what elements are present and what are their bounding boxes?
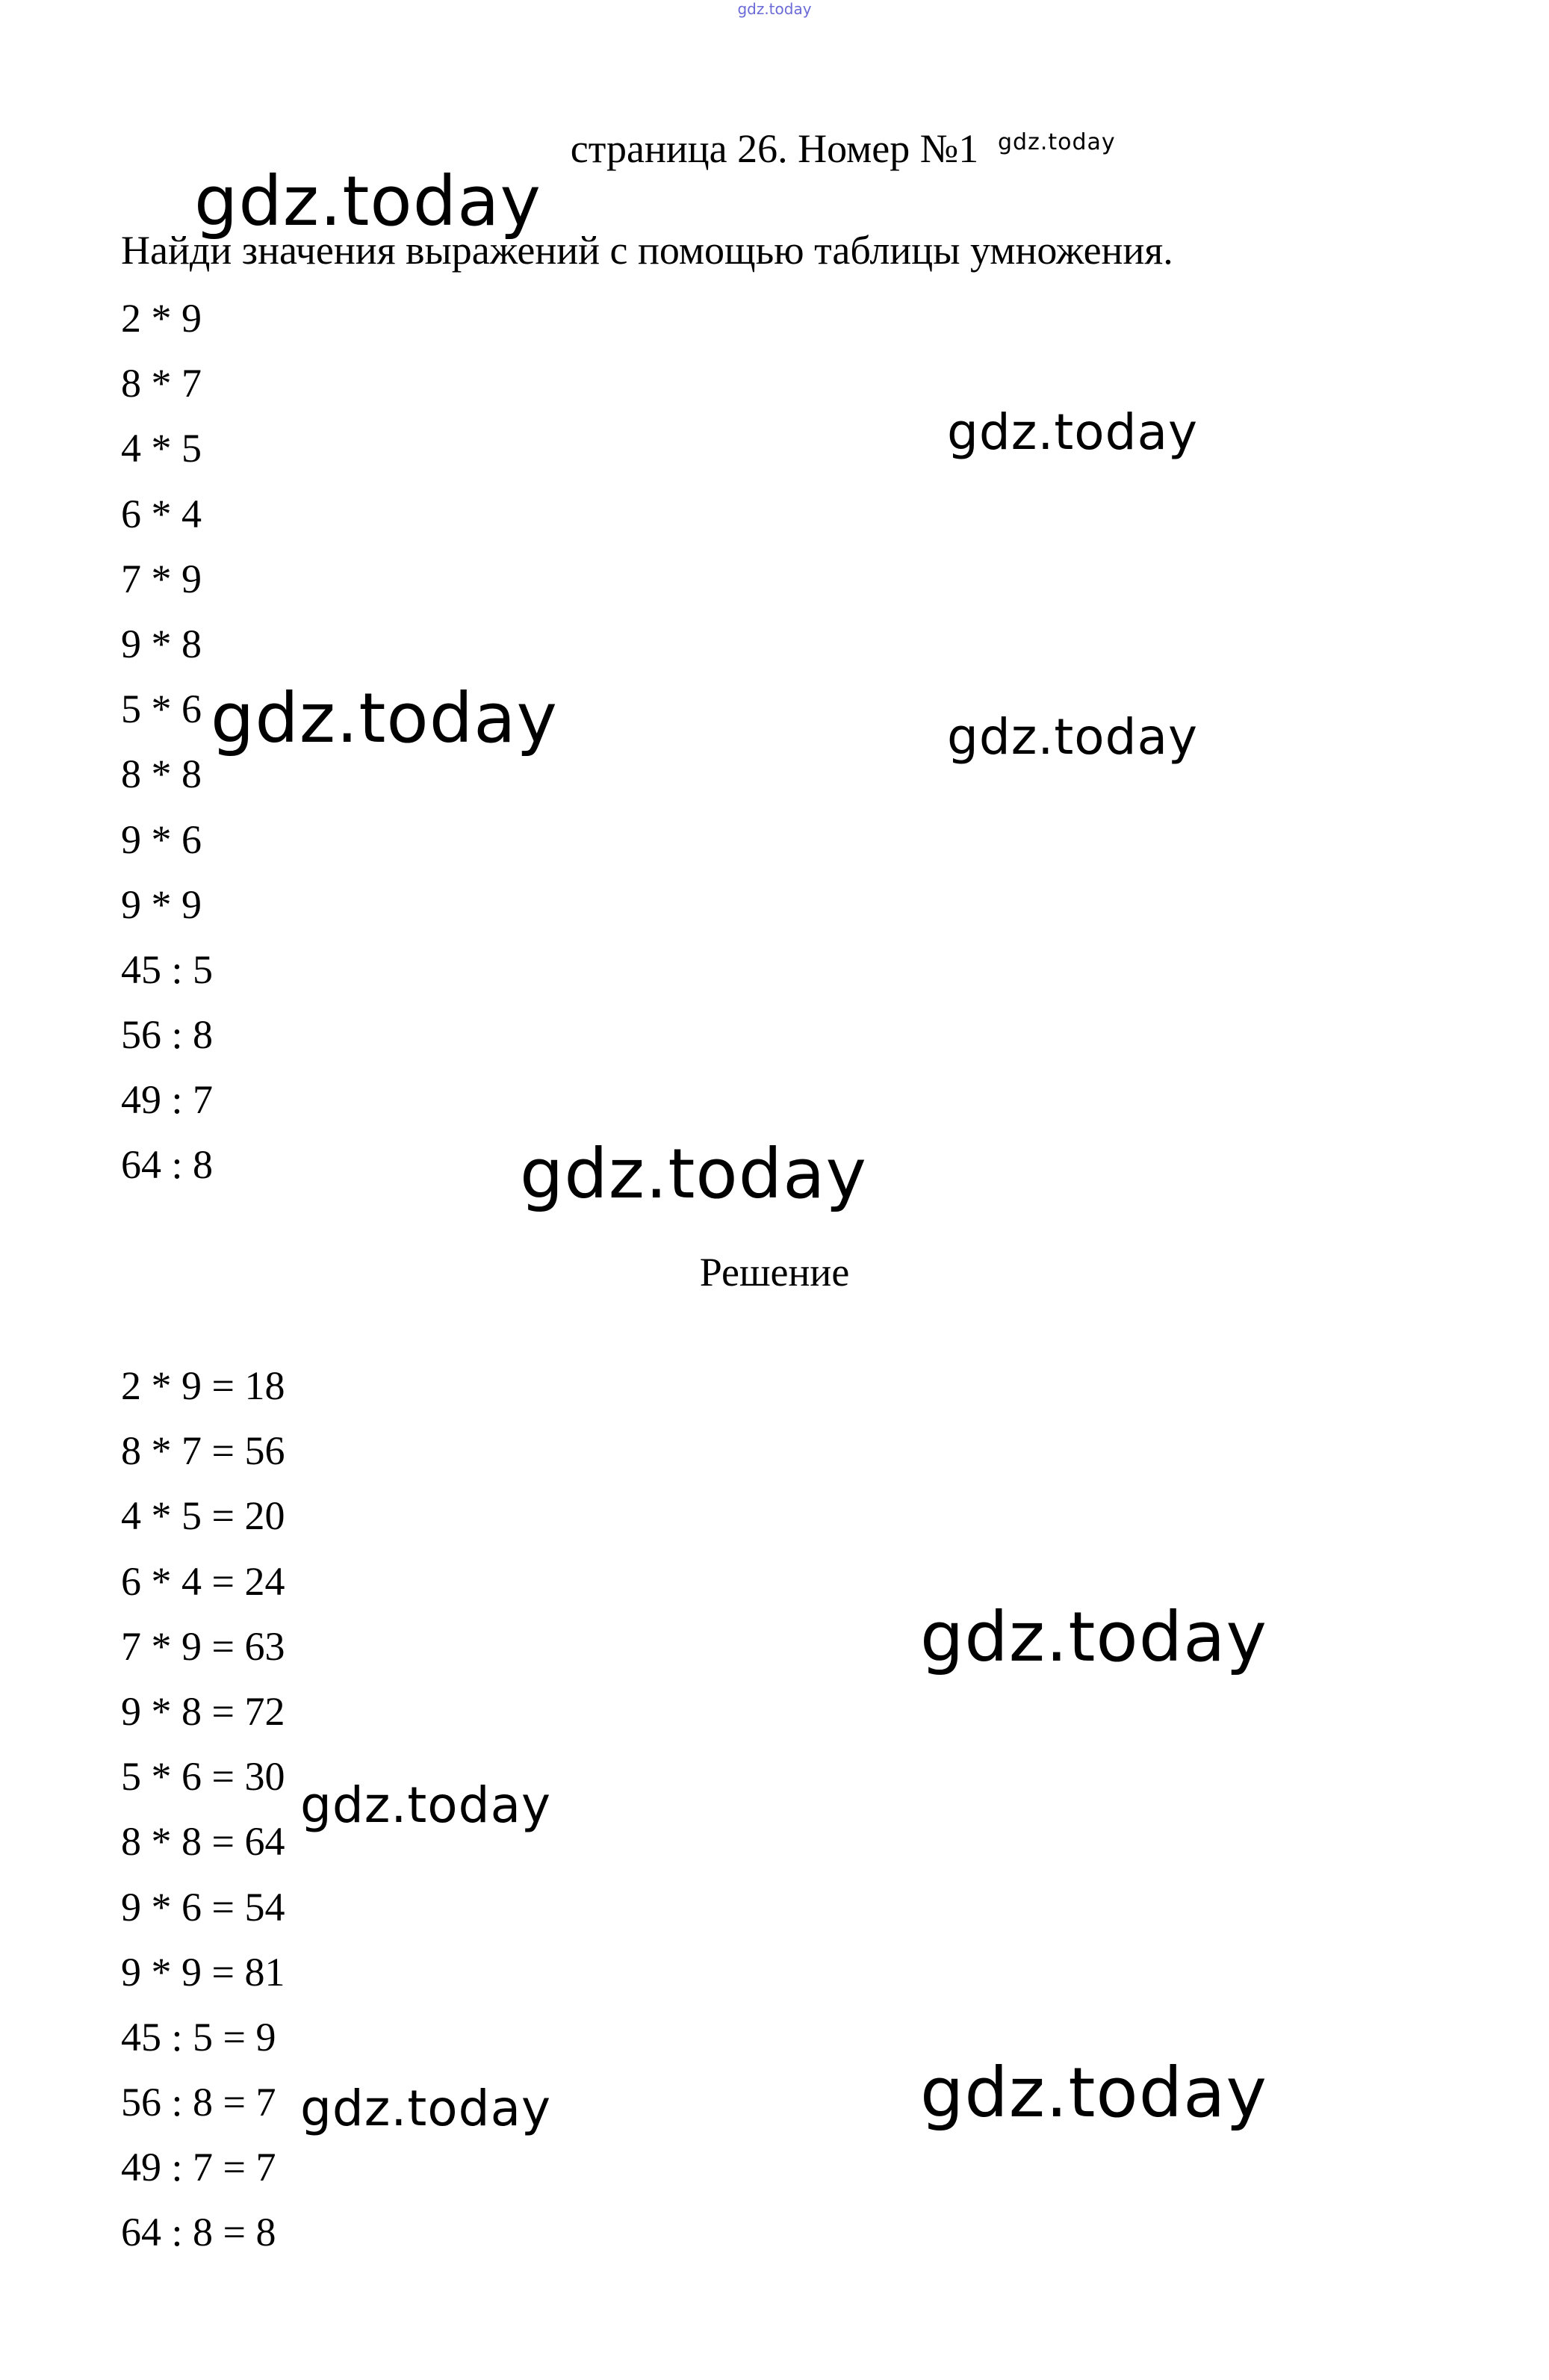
expression-item: 7 * 9 (121, 556, 202, 601)
answer-list (121, 1358, 285, 2270)
solution-heading: Решение (699, 1250, 850, 1295)
answer-item: 49 : 7 = 7 (121, 2145, 276, 2190)
answer-item: 4 * 5 = 20 (121, 1493, 285, 1539)
header-watermark: gdz.today (737, 0, 812, 18)
answer-item: 9 * 9 = 81 (121, 1949, 285, 1995)
watermark: gdz.today (947, 708, 1199, 766)
watermark: gdz.today (300, 2080, 552, 2137)
answer-item: 2 * 9 = 18 (121, 1363, 285, 1408)
watermark: gdz.today (998, 129, 1116, 155)
expression-item: 64 : 8 (121, 1142, 214, 1188)
expression-item: 6 * 4 (121, 491, 202, 536)
watermark: gdz.today (211, 678, 558, 758)
answer-item: 56 : 8 = 7 (121, 2080, 276, 2125)
watermark: gdz.today (920, 1597, 1267, 1677)
answer-item: 7 * 9 = 63 (121, 1623, 285, 1669)
expression-item: 8 * 7 (121, 361, 202, 406)
expression-item: 56 : 8 (121, 1012, 214, 1058)
answer-item: 8 * 7 = 56 (121, 1428, 285, 1474)
answer-item: 8 * 8 = 64 (121, 1819, 285, 1865)
watermark: gdz.today (920, 2053, 1267, 2133)
answer-item: 64 : 8 = 8 (121, 2210, 276, 2255)
answer-item: 45 : 5 = 9 (121, 2014, 276, 2060)
watermark: gdz.today (520, 1134, 867, 1214)
task-statement: Найди значения выражений с помощью таблицы умножения. (121, 228, 1173, 273)
expression-item: 9 * 9 (121, 881, 202, 927)
expression-item: 4 * 5 (121, 426, 202, 471)
expression-item: 45 : 5 (121, 946, 214, 992)
watermark: gdz.today (194, 161, 541, 241)
expression-item: 9 * 6 (121, 816, 202, 862)
expression-item: 2 * 9 (121, 296, 202, 341)
expression-item: 5 * 6 (121, 687, 202, 732)
expression-item: 9 * 8 (121, 621, 202, 666)
answer-item: 9 * 8 = 72 (121, 1688, 285, 1734)
watermark: gdz.today (947, 403, 1199, 461)
answer-item: 6 * 4 = 24 (121, 1558, 285, 1604)
answer-item: 9 * 6 = 54 (121, 1884, 285, 1930)
answer-item: 5 * 6 = 30 (121, 1754, 285, 1800)
watermark: gdz.today (300, 1776, 552, 1834)
expression-list (121, 291, 213, 1203)
page-title: страница 26. Номер №1 (570, 126, 979, 171)
expression-item: 8 * 8 (121, 752, 202, 797)
expression-item: 49 : 7 (121, 1077, 214, 1123)
